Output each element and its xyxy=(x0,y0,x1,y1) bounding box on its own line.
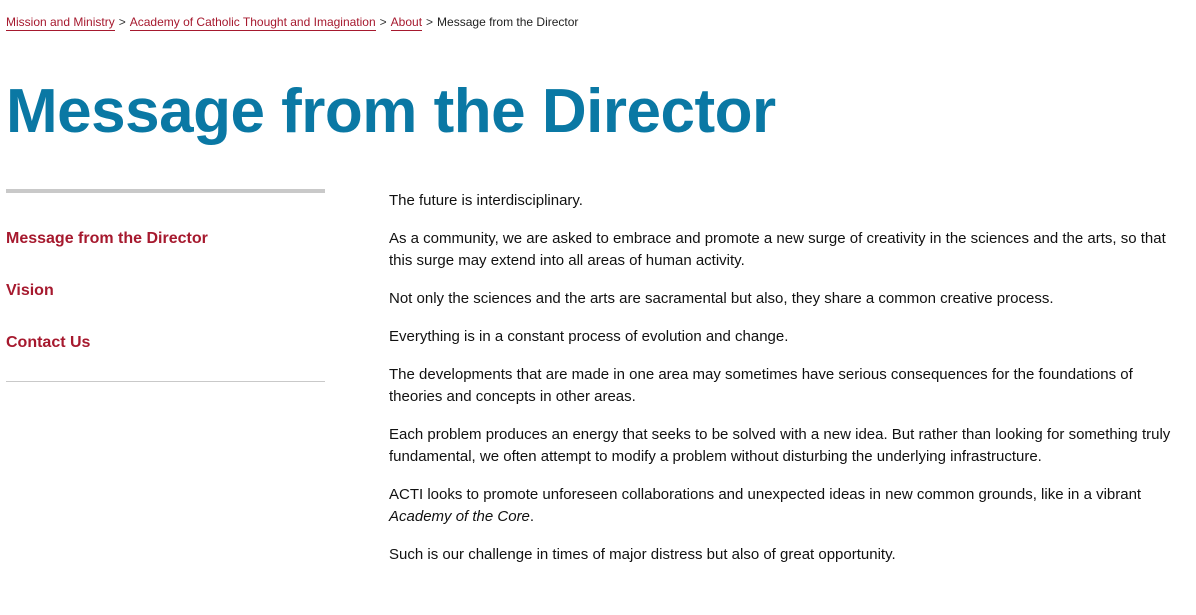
sidebar-item-contact-us xyxy=(6,332,325,384)
content-paragraph: Not only the sciences and the arts are sacramental but also, they share a common creative process. xyxy=(389,290,1054,307)
sidebar-link-contact-us[interactable]: Contact Us xyxy=(6,334,91,351)
content-paragraph: Everything is in a constant process of evolution and change. xyxy=(389,328,789,345)
breadcrumb-current: Message from the Director xyxy=(437,15,579,29)
breadcrumb-link-mission-and-ministry[interactable]: Mission and Ministry xyxy=(6,15,115,29)
breadcrumb-link-academy[interactable]: Academy of Catholic Thought and Imagination xyxy=(129,15,376,29)
breadcrumb xyxy=(6,14,578,30)
breadcrumb-separator: > xyxy=(426,15,434,29)
content-paragraph: The future is interdisciplinary. xyxy=(389,192,583,209)
sidebar-item-message-from-director xyxy=(6,228,325,280)
sidebar-top-divider xyxy=(6,189,325,193)
main-content xyxy=(389,190,1179,582)
content-paragraph: Each problem produces an energy that seeks to be solved with a new idea. But rather than looking for something truly fundamental, we often attempt to modify a problem without disturbing the underlying infrastructure. xyxy=(389,426,1171,465)
sidebar-item-vision xyxy=(6,280,325,332)
sidebar-link-message-from-director[interactable]: Message from the Director xyxy=(6,230,208,247)
sidebar-list xyxy=(6,228,325,384)
content-paragraph xyxy=(389,484,1179,528)
breadcrumb-separator: > xyxy=(118,15,126,29)
sidebar-link-vision[interactable]: Vision xyxy=(6,282,54,299)
content-paragraph: Such is our challenge in times of major distress but also of great opportunity. xyxy=(389,546,896,563)
breadcrumb-separator: > xyxy=(379,15,387,29)
content-paragraph: The developments that are made in one area may sometimes have serious consequences for the foundations of theories and concepts in other areas. xyxy=(389,366,1133,405)
paragraph-emphasis: Academy of the Core xyxy=(389,508,530,525)
breadcrumb-link-about[interactable]: About xyxy=(390,15,423,29)
sidebar-nav xyxy=(6,189,325,382)
paragraph-text: . xyxy=(529,508,535,525)
page-title: Message from the Director xyxy=(6,77,776,146)
content-paragraph: As a community, we are asked to embrace and promote a new surge of creativity in the sciences and the arts, so that this surge may extend into all areas of human activity. xyxy=(389,230,1166,269)
paragraph-text: ACTI looks to promote unforeseen collaborations and unexpected ideas in new common grounds, like in a vibrant xyxy=(389,486,1142,503)
sidebar-bottom-divider xyxy=(6,381,325,382)
